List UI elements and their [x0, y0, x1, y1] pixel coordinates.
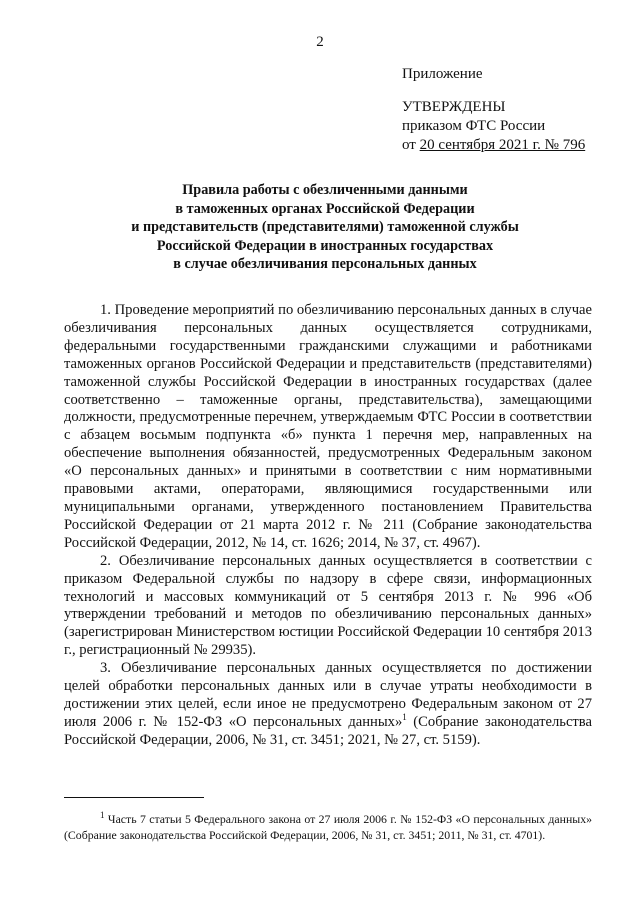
paragraph-3-text: 3. Обезличивание персональных данных осуществляется по достижении целей обработки персональных данных или в случае утраты необходимости в достижении этих целей, если иное не предусмотрено Федеральным законом от 27 июля 2006 г. № 152-ФЗ «О персональных данных» [64, 660, 592, 730]
approval-date-line [402, 136, 585, 155]
footnote-reference: 1 [402, 711, 407, 722]
document-title [60, 181, 590, 274]
title-line: Российской Федерации в иностранных государствах [156, 237, 494, 254]
title-line: Правила работы с обезличенными данными [182, 182, 468, 198]
footnote-separator [64, 797, 204, 798]
footnote-text: Часть 7 статьи 5 Федерального закона от 27 июля 2006 г. № 152-ФЗ «О персональных данных» (Собрание законодательства Российской Федерации, 2006, № 31, ст. 3451; 2011, № 31, ст. 4701). [64, 812, 592, 842]
title-line: в таможенных органах Российской Федерации [175, 200, 475, 217]
title-line: в случае обезличивания персональных данных [173, 256, 477, 272]
paragraph-1: 1. Проведение мероприятий по обезличиванию персональных данных в случае обезличивания персональных данных осуществляется сотрудниками, федеральными государственными гражданскими служащими и работниками таможенных органов Российской Федерации и представительств (представителями) таможенной службы Российской Федерации в иностранных государствах (далее соответственно – таможенные органы, представительства), замещающими должности, предусмотренные перечнем, утверждаемым ФТС России в соответствии с абзацем восьмым подпункта «б» пункта 1 перечня мер, направленных на обеспечение выполнения обязанностей, предусмотренных Федеральным законом «О персональных данных» и принятыми в соответствии с ним нормативными правовыми актами, операторами, являющимися государственными или муниципальными органами, утвержденного постановлением Правительства Российской Федерации от 21 марта 2012 г. № 211 (Собрание законодательства Российской Федерации, 2012, № 14, ст. 1626; 2014, № 37, ст. 4967). [64, 302, 592, 551]
approval-date: 20 сентября 2021 г. № 796 [419, 137, 586, 153]
approval-date-prefix: от [402, 137, 420, 153]
approved-by-order: приказом ФТС России [402, 118, 546, 134]
paragraph-2: 2. Обезличивание персональных данных осуществляется в соответствии с приказом Федеральной службы по надзору в сфере связи, информационных технологий и массовых коммуникаций от 5 сентября 2013 г. № 996 «Об утверждении требований и методов по обезличиванию персональных данных» (зарегистрирован Министерством юстиции Российской Федерации 10 сентября 2013 г., регистрационный № 29935). [64, 552, 592, 659]
document-body [64, 302, 592, 750]
paragraph-3-citation: (Собрание законодательства Российской Федерации, 2006, № 31, ст. 3451; 2021, № 27, ст. 5159). [64, 713, 592, 748]
attachment-label: Приложение [402, 66, 483, 82]
approved-label: УТВЕРЖДЕНЫ [402, 99, 506, 115]
paragraph-3 [64, 660, 592, 750]
title-line: и представительств (представителями) таможенной службы [131, 219, 519, 235]
page-number: 2 [316, 34, 324, 50]
approval-block [402, 98, 585, 155]
footnote [64, 812, 592, 843]
footnote-mark: 1 [100, 810, 105, 821]
